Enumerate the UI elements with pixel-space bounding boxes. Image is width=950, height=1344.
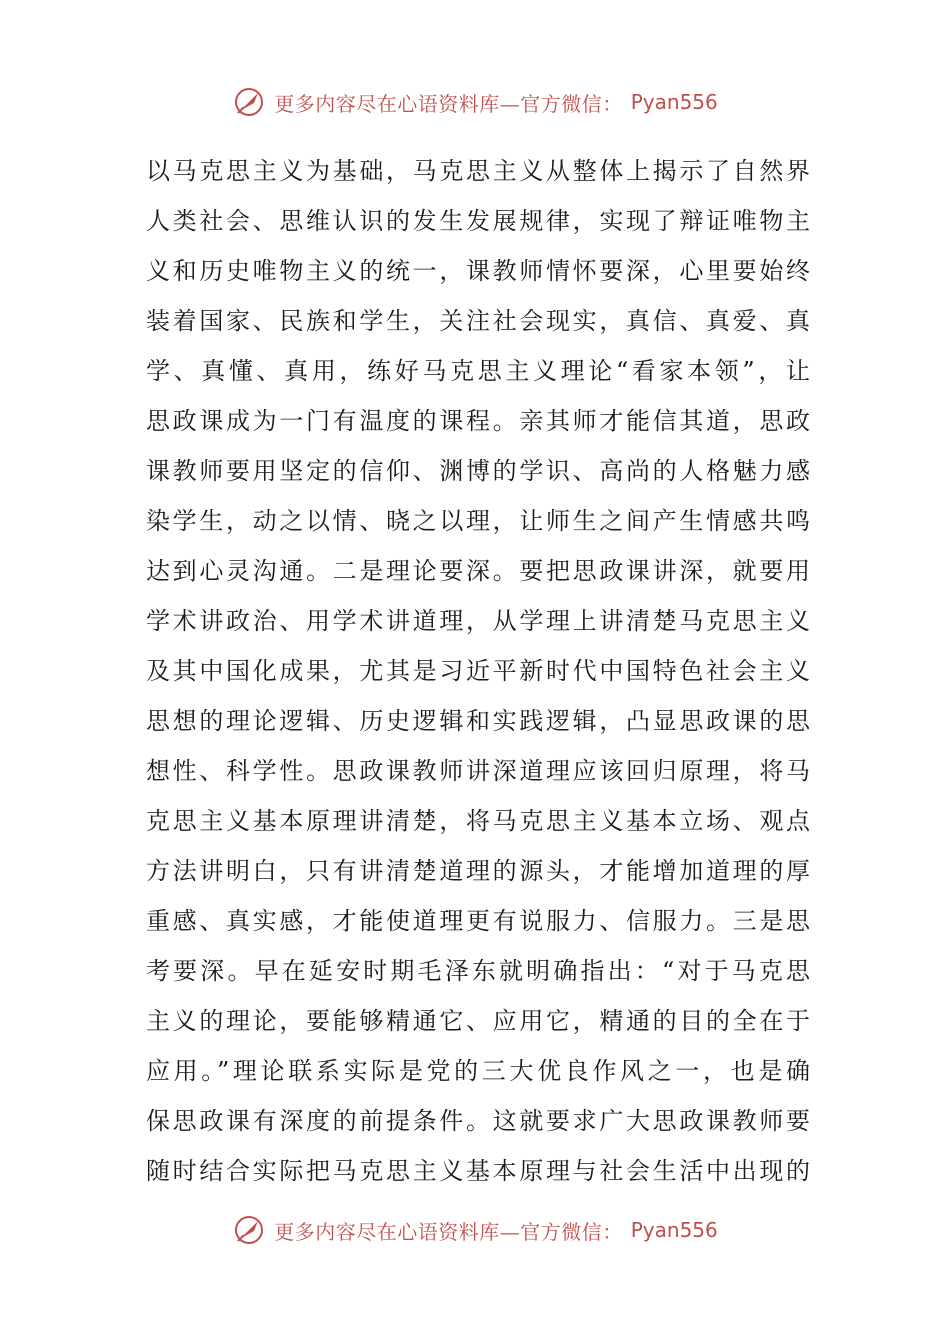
quill-pen-icon [232, 1213, 266, 1247]
text-line: 应用。”理论联系实际是党的三大优良作风之一，也是确 [146, 1057, 810, 1085]
text-line: 考要深。早在延安时期毛泽东就明确指出：“对于马克思 [146, 957, 810, 985]
text-line: 克思主义基本原理讲清楚，将马克思主义基本立场、观点 [146, 807, 810, 835]
banner-text: 更多内容尽在心语资料库—官方微信： [274, 1219, 623, 1244]
text-line: 课教师要用坚定的信仰、渊博的学识、高尚的人格魅力感 [146, 457, 810, 485]
text-line: 学、真懂、真用，练好马克思主义理论“看家本领”，让 [146, 357, 810, 385]
header-banner [0, 82, 950, 122]
text-line: 随时结合实际把马克思主义基本原理与社会生活中出现的 [146, 1157, 810, 1185]
text-line: 学术讲政治、用学术讲道理，从学理上讲清楚马克思主义 [146, 607, 810, 635]
text-line: 人类社会、思维认识的发生发展规律，实现了辩证唯物主 [146, 207, 810, 235]
text-line: 及其中国化成果，尤其是习近平新时代中国特色社会主义 [146, 657, 810, 685]
banner-text: 更多内容尽在心语资料库—官方微信： [274, 91, 623, 116]
text-line: 义和历史唯物主义的统一，课教师情怀要深，心里要始终 [146, 257, 810, 285]
text-line: 达到心灵沟通。二是理论要深。要把思政课讲深，就要用 [146, 557, 810, 585]
footer-banner [0, 1210, 950, 1250]
banner-handle: Pyan556 [630, 1218, 718, 1242]
text-line: 思政课成为一门有温度的课程。亲其师才能信其道，思政 [146, 407, 810, 435]
text-line: 染学生，动之以情、晓之以理，让师生之间产生情感共鸣 [146, 507, 810, 535]
text-line: 思想的理论逻辑、历史逻辑和实践逻辑，凸显思政课的思 [146, 707, 810, 735]
text-line: 方法讲明白，只有讲清楚道理的源头，才能增加道理的厚 [146, 857, 810, 885]
text-line: 装着国家、民族和学生，关注社会现实，真信、真爱、真 [146, 307, 810, 335]
body-text [146, 146, 810, 1196]
banner-handle: Pyan556 [630, 90, 718, 114]
text-line: 以马克思主义为基础，马克思主义从整体上揭示了自然界 [146, 157, 810, 185]
quill-pen-icon [232, 85, 266, 119]
text-line: 主义的理论，要能够精通它、应用它，精通的目的全在于 [146, 1007, 810, 1035]
text-line: 想性、科学性。思政课教师讲深道理应该回归原理，将马 [146, 757, 810, 785]
text-line: 重感、真实感，才能使道理更有说服力、信服力。三是思 [146, 907, 810, 935]
text-line: 保思政课有深度的前提条件。这就要求广大思政课教师要 [146, 1107, 810, 1135]
